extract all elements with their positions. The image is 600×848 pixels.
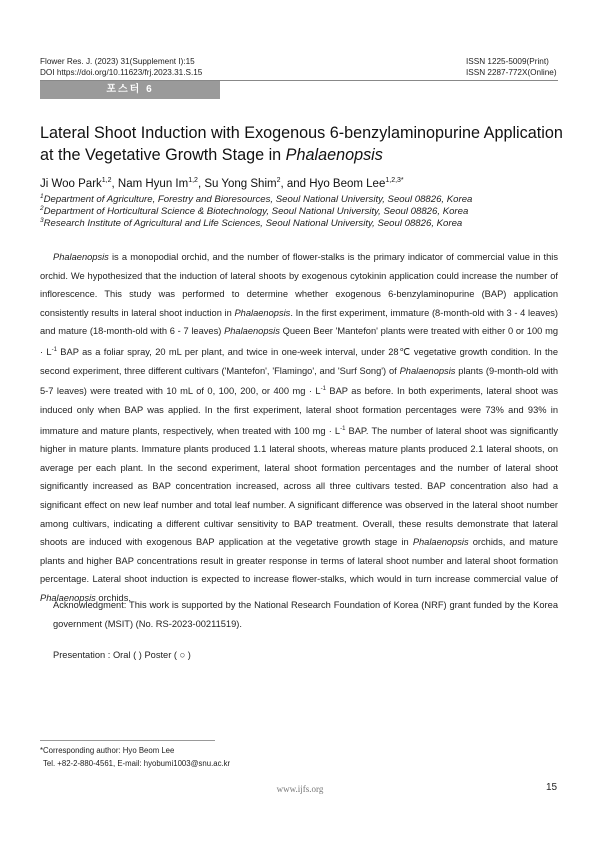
- corresponding-author: *Corresponding author: Hyo Beom Lee: [40, 746, 175, 755]
- abstract-body: [40, 248, 558, 608]
- genus-name: Phalaenopsis: [234, 307, 291, 318]
- genus-name: Phalaenopsis: [399, 365, 456, 376]
- genus-name: Phalaenopsis: [224, 326, 280, 337]
- author-affil-sup: 1,2: [188, 177, 198, 184]
- affiliation-sup: 1: [40, 193, 44, 200]
- affiliation-text: Department of Horticultural Science & Biotechnology, Seoul National University, Seoul 08826, Korea: [43, 206, 469, 218]
- footnote-divider: [40, 740, 215, 741]
- affiliation-3: [40, 215, 462, 230]
- doi-line[interactable]: DOI https://doi.org/10.11623/frj.2023.31.S.15: [40, 68, 203, 77]
- title-line-1: Lateral Shoot Induction with Exogenous 6-benzylaminopurine Application: [40, 124, 563, 142]
- abstract-text: orchids, and mature plants and higher BAP concentrations result in greater response in terms of lateral shoot number and lateral shoot formation percentage. Lateral shoot induction is expected to increase flower-stalks, which would in turn increase commercial value of: [40, 537, 558, 585]
- author-name: Nam Hyun Im: [117, 177, 189, 190]
- affiliation-text: Department of Agriculture, Forestry and Bioresources, Seoul National University, Seoul 08826, Korea: [43, 194, 473, 206]
- author-separator: , and: [280, 177, 310, 190]
- title-line-2-prefix: at the Vegetative Growth Stage in: [40, 146, 286, 164]
- abstract-text: is a monopodial orchid, and the number of flower-stalks is the primary indicator of commercial value in this orchid. We hypothesized that the induction of lateral shoots by exogenous cytokinin application could increase the number of inflorescence. This study was performed to determine whether exogenous 6-benzylaminopurine (BAP) application consistently results in lateral shoot induction in: [40, 252, 558, 318]
- author-affil-sup: 1,2: [101, 177, 112, 184]
- abstract-text: plants (9-month-old with 5-7 leaves) were treated with 10 mL of 0, 100, 200, or 400 mg · L: [40, 365, 558, 397]
- author-name: Hyo Beom Lee: [309, 177, 386, 190]
- journal-line: Flower Res. J. (2023) 31(Supplement I):15: [40, 57, 195, 66]
- unit-exponent: -1: [320, 386, 326, 393]
- corresponding-author-footnote: [40, 744, 230, 770]
- abstract-text: orchids.: [95, 592, 131, 603]
- affiliation-sup: 3: [40, 217, 44, 224]
- affiliation-sup: 2: [40, 205, 44, 212]
- author-name: Su Yong Shim: [204, 177, 277, 190]
- title-genus: Phalaenopsis: [285, 146, 383, 164]
- paper-title: [40, 122, 570, 166]
- affiliation-text: Research Institute of Agricultural and Life Sciences, Seoul National University, Seoul 08826, Korea: [43, 218, 463, 230]
- author-separator: ,: [197, 177, 205, 190]
- author-affil-sup: 1,2,3*: [385, 177, 404, 184]
- genus-name: Phalaenopsis: [53, 252, 109, 262]
- journal-citation: [40, 56, 202, 78]
- genus-name: Phalaenopsis: [40, 592, 96, 603]
- title-line-2: [40, 144, 570, 166]
- abstract-text: BAP as before. In both experiments, lateral shoot was induced only when BAP was applied. In the first experiment, lateral shoot formation percentages were 73% and 93% in immature and mature plants, respectively, when treated with 100 mg · L: [40, 386, 558, 436]
- contact-info: Tel. +82-2-880-4561, E-mail: hyobumi1003@snu.ac.kr: [43, 759, 231, 768]
- abstract-text: . In the first experiment, immature (8-month-old with 3 - 4 leaves) and mature (18-month-old with 6 - 7 leaves): [40, 307, 559, 337]
- poster-tag: 포스터 6: [40, 81, 220, 99]
- author-separator: ,: [111, 177, 118, 190]
- presentation-type: Presentation : Oral ( ) Poster ( ○ ): [53, 650, 191, 660]
- author-affil-sup: 2: [276, 177, 281, 184]
- issn-print: ISSN 1225-5009(Print): [466, 57, 549, 66]
- abstract-text: Queen Beer 'Mantefon' plants were treated with either 0 or 100 mg · L: [40, 326, 558, 358]
- page-number: 15: [546, 782, 558, 793]
- issn-online: ISSN 2287-772X(Online): [466, 68, 557, 77]
- acknowledgment: Acknowledgment: This work is supported by the National Research Foundation of Korea (NRF) grant funded by the Korea government (MSIT) (No. RS-2023-00211519).: [53, 600, 558, 629]
- issn-block: [466, 56, 557, 78]
- author-list: [40, 174, 404, 191]
- unit-exponent: -1: [340, 425, 346, 432]
- abstract-text: BAP. The number of lateral shoot was significantly higher in mature plants. Immature plants produced 1.1 lateral shoots, whereas mature plants produced 2.1 lateral shoots, on average per each plant. In the second experiment, lateral shoot formation percentages and the number of lateral shoot significantly increased as BAP concentration increased, across all three cultivars tested. BAP concentration also had a significant effect on new leaf number and total leaf number. A significant difference was observed in the lateral shoot number among cultivars, indicating a different cultivar sensitivity to BAP treatment. Overall, these results demonstrate that lateral shoots are induced with exogenous BAP application at the vegetative growth stage in: [40, 425, 558, 548]
- unit-exponent: -1: [51, 346, 57, 353]
- abstract-text: BAP as a foliar spray, 20 mL per plant, and twice in one-week interval, under 28℃ vegetative growth condition. In the second experiment, three different cultivars ('Mantefon', 'Flamingo', and 'Surf Song') of: [40, 347, 558, 376]
- author-name: Ji Woo Park: [40, 177, 102, 190]
- journal-url[interactable]: www.ijfs.org: [276, 784, 324, 794]
- genus-name: Phalaenopsis: [412, 537, 469, 548]
